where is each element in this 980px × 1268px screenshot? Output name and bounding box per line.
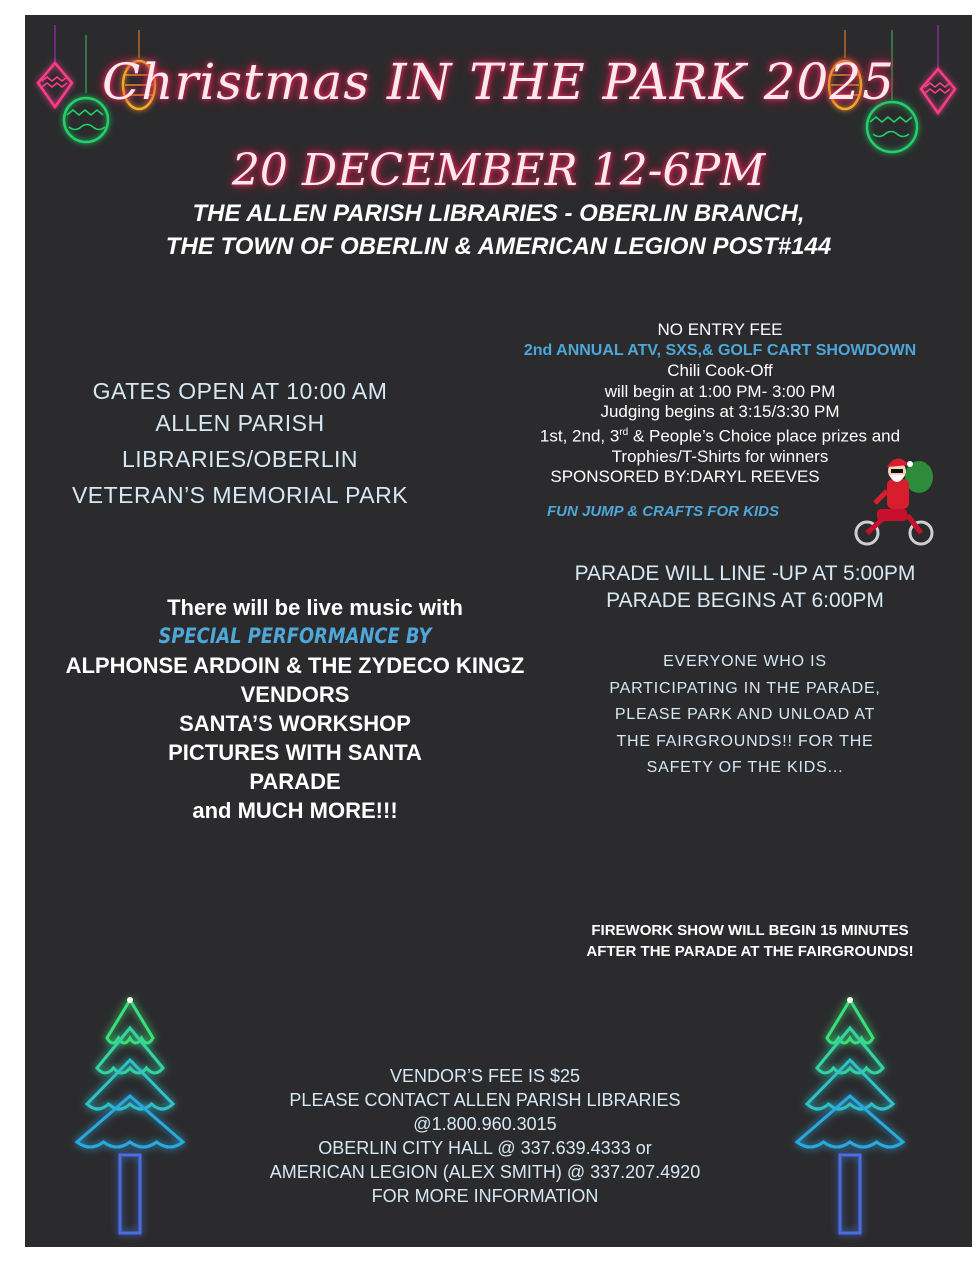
christmas-tree-icon [70, 990, 190, 1235]
judging-time: Judging begins at 3:15/3:30 PM [600, 402, 840, 421]
gates-time: GATES OPEN AT 10:00 AM [92, 378, 388, 404]
library-phone: @1.800.960.3015 [413, 1114, 557, 1134]
hosts-line-1: THE ALLEN PARISH LIBRARIES - OBERLIN BRANCH, [192, 200, 805, 227]
legion-phone: AMERICAN LEGION (ALEX SMITH) @ 337.207.4920 [269, 1162, 701, 1182]
event-title: Christmas IN THE PARK 2025 [102, 53, 895, 111]
parade-notice-3: PLEASE PARK AND UNLOAD AT [614, 706, 876, 723]
activity-pictures: PICTURES WITH SANTA [168, 740, 422, 765]
parade-notice-4: THE FAIRGROUNDS!! FOR THE [616, 732, 874, 750]
gates-location-1: ALLEN PARISH [155, 410, 325, 436]
gates-info [40, 375, 440, 511]
prizes-line [465, 423, 972, 447]
prizes-pre: 1st, 2nd, 3 [539, 426, 620, 446]
prizes-sup: rd [619, 426, 629, 438]
vendor-contact: PLEASE CONTACT ALLEN PARISH LIBRARIES [289, 1090, 681, 1110]
parade-notice-2: PARTICIPATING IN THE PARADE, [609, 679, 881, 697]
special-performance: SPECIAL PERFORMANCE BY [158, 624, 432, 648]
chili-cookoff: Chili Cook-Off [667, 361, 773, 380]
no-entry-fee: NO ENTRY FEE [657, 320, 783, 339]
firework-show-info [545, 920, 955, 962]
fun-jump: FUN JUMP & CRAFTS FOR KIDS [547, 503, 779, 520]
christmas-tree-icon [790, 990, 910, 1235]
vendor-info [205, 1064, 765, 1208]
activity-workshop: SANTA’S WORKSHOP [179, 711, 411, 736]
activity-parade: PARADE [249, 769, 341, 794]
cookoff-time: will begin at 1:00 PM- 3:00 PM [604, 381, 836, 401]
gates-location-2: LIBRARIES/OBERLIN [121, 446, 359, 472]
parade-notice-5: SAFETY OF THE KIDS... [646, 759, 844, 776]
vendor-fee: VENDOR’S FEE IS $25 [389, 1066, 581, 1086]
sponsor-line: SPONSORED BY:DARYL REEVES [550, 467, 820, 487]
activity-vendors: VENDORS [240, 682, 350, 707]
hosts-line-2: THE TOWN OF OBERLIN & AMERICAN LEGION POST#144 [165, 233, 832, 260]
event-date: 20 DECEMBER 12-6PM [231, 145, 766, 196]
firework-line-1: FIREWORK SHOW WILL BEGIN 15 MINUTES [591, 922, 909, 939]
showdown-title: 2nd ANNUAL ATV, SXS,& GOLF CART SHOWDOWN [523, 341, 917, 359]
music-info [25, 593, 565, 825]
performer: ALPHONSE ARDOIN & THE ZYDECO KINGZ [65, 653, 525, 678]
more-info: FOR MORE INFORMATION [371, 1186, 599, 1206]
parade-lineup: PARADE WILL LINE -UP AT 5:00PM [574, 562, 916, 585]
parade-notice-1: EVERYONE WHO IS [663, 653, 827, 670]
parade-times [525, 560, 965, 614]
prizes-post: & People’s Choice place prizes and [628, 426, 901, 446]
city-hall-phone: OBERLIN CITY HALL @ 337.639.4333 or [318, 1138, 652, 1158]
santa-motorcycle-icon [853, 453, 943, 548]
trophies-line: Trophies/T-Shirts for winners [611, 446, 829, 466]
activity-more: and MUCH MORE!!! [192, 798, 398, 823]
flyer [25, 15, 972, 1247]
gates-location-3: VETERAN’S MEMORIAL PARK [71, 482, 409, 508]
music-intro: There will be live music with [167, 595, 463, 620]
parade-begins: PARADE BEGINS AT 6:00PM [606, 589, 884, 612]
firework-line-2: AFTER THE PARADE AT THE FAIRGROUNDS! [586, 943, 914, 960]
parade-notice [575, 649, 915, 782]
